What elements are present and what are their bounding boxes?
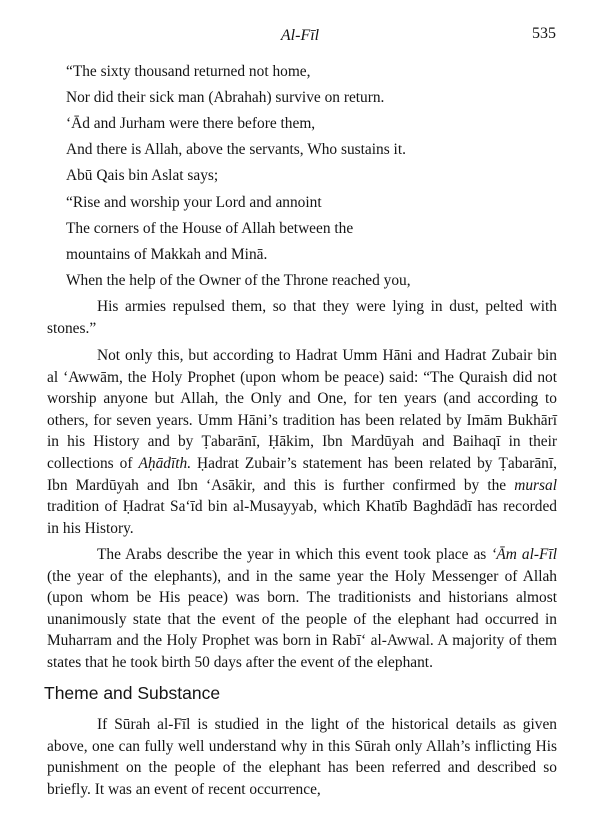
paragraph-2-italic-a: ‘Ām al-Fīl	[491, 546, 557, 563]
paragraph-2-text-a: The Arabs describe the year in which this event took place as	[97, 546, 492, 563]
paragraph-3	[47, 714, 557, 800]
poem-final-line	[47, 296, 557, 339]
poem-final-text: His armies repulsed them, so that they were lying in dust, pelted with stones.”	[47, 298, 557, 337]
paragraph-1-text-c: tradition of Ḥadrat Sa‘īd bin al-Musayyab, which Khatīb Baghdādī has recorded in his History.	[47, 498, 557, 537]
section-heading: Theme and Substance	[44, 683, 221, 703]
page-number: 535	[532, 25, 556, 42]
paragraph-1-italic-a: Aḥādīth.	[138, 454, 192, 472]
paragraph-3-text: If Sūrah al-Fīl is studied in the light of the historical details as given above, one can fully well understand why in this Sūrah only Allah’s inflicting His punishment on the people of the elephant has been referred and described so briefly. It was an event of recent occurrence,	[47, 716, 557, 798]
poem-line: When the help of the Owner of the Throne reached you,	[66, 272, 411, 289]
running-title: Al-Fīl	[280, 27, 320, 44]
paragraph-1-italic-b: mursal	[514, 476, 557, 494]
poem-line: mountains of Makkah and Minā.	[66, 246, 268, 263]
poem-line: “Rise and worship your Lord and annoint	[66, 194, 322, 211]
poem-line: And there is Allah, above the servants, Who sustains it.	[66, 141, 406, 158]
poem-line: The corners of the House of Allah between the	[66, 220, 354, 237]
poem-line: ‘Ād and Jurham were there before them,	[66, 115, 316, 132]
paragraph-2-text-b: (the year of the elephants), and in the same year the Holy Messenger of Allah (upon whom be His peace) was born. The traditionists and historians almost unanimously state that the event of the people of the elephant had occurred in Muharram and the Holy Prophet was born in Rabī‘ al-Awwal. A majority of them states that he took birth 50 days after the event of the elephant.	[47, 567, 557, 671]
poem-line: Abū Qais bin Aslat says;	[66, 167, 219, 184]
poem-line: “The sixty thousand returned not home,	[66, 63, 311, 80]
paragraph-1-text-b: Ḥadrat Zubair’s statement has been related by Ṭabarānī, Ibn Mardūyah and Ibn ‘Asākir, and this is further confirmed by the	[47, 454, 557, 494]
paragraph-2	[47, 544, 557, 674]
poem-line: Nor did their sick man (Abrahah) survive on return.	[66, 89, 385, 106]
paragraph-1-text-a: Not only this, but according to Hadrat Umm Hāni and Hadrat Zubair bin al ‘Awwām, the Holy Prophet (upon whom be peace) said: “The Quraish did not worship anyone but Allah, the Only and One, for ten years (and according to others, for seven years. Umm Hāni’s tradition has been related by Imām Bukhārī in his History and by Ṭabarānī, Ḥākim, Ibn Mardūyah and Baihaqī in their collections of	[47, 347, 557, 472]
paragraph-1	[47, 345, 557, 539]
